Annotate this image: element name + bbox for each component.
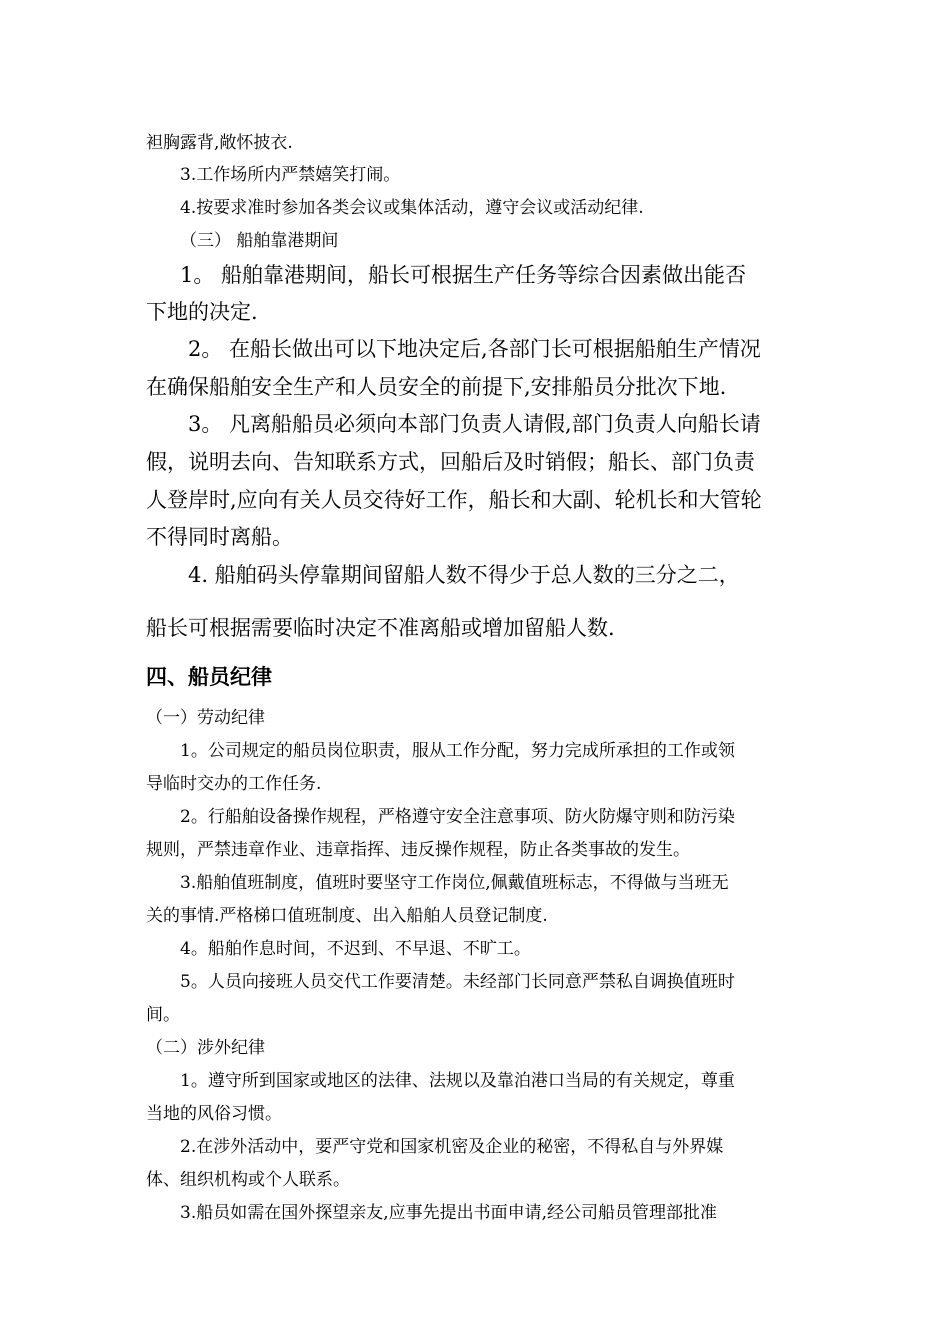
section-subheading: （二）涉外纪律 bbox=[146, 1038, 265, 1058]
text-line: 假，说明去向、告知联系方式，回船后及时销假；船长、部门负责 bbox=[146, 450, 755, 474]
text-line: 2。 在船长做出可以下地决定后,各部门长可根据船舶生产情况 bbox=[188, 337, 761, 361]
text-line: 4.按要求准时参加各类会议或集体活动，遵守会议或活动纪律. bbox=[180, 198, 644, 218]
text-line: 船长可根据需要临时决定不准离船或增加留船人数. bbox=[146, 616, 615, 640]
section-subheading: （一）劳动纪律 bbox=[146, 708, 265, 728]
text-line: 间。 bbox=[146, 1005, 180, 1025]
text-line: 袒胸露背,敞怀披衣. bbox=[146, 133, 293, 153]
text-line: 导临时交办的工作任务. bbox=[146, 774, 322, 794]
text-line: 不得同时离船。 bbox=[146, 525, 293, 549]
section-subheading: （三） 船舶靠港期间 bbox=[180, 231, 339, 251]
text-line: 当地的风俗习惯。 bbox=[146, 1104, 282, 1124]
text-line: 关的事情.严格梯口值班制度、出入船舶人员登记制度. bbox=[146, 906, 548, 926]
text-line: 2.在涉外活动中，要严守党和国家机密及企业的秘密，不得私自与外界媒 bbox=[180, 1137, 724, 1157]
text-line: 1。公司规定的船员岗位职责，服从工作分配，努力完成所承担的工作或领 bbox=[180, 741, 735, 761]
text-line: 5。人员向接班人员交代工作要清楚。未经部门长同意严禁私自调换值班时 bbox=[180, 972, 735, 992]
text-line: 下地的决定. bbox=[146, 300, 258, 324]
section-heading: 四、船员纪律 bbox=[146, 665, 272, 689]
text-line: 体、组织机构或个人联系。 bbox=[146, 1170, 350, 1190]
text-line: 规则，严禁违章作业、违章指挥、违反操作规程，防止各类事故的发生。 bbox=[146, 840, 690, 860]
text-line: 1。 船舶靠港期间，船长可根据生产任务等综合因素做出能否 bbox=[180, 263, 747, 287]
text-line: 1。遵守所到国家或地区的法律、法规以及靠泊港口当局的有关规定，尊重 bbox=[180, 1071, 735, 1091]
text-line: 3。 凡离船船员必须向本部门负责人请假,部门负责人向船长请 bbox=[188, 412, 761, 436]
text-line: 人登岸时,应向有关人员交待好工作，船长和大副、轮机长和大管轮 bbox=[146, 488, 762, 512]
text-line: 3.船舶值班制度，值班时要坚守工作岗位,佩戴值班标志，不得做与当班无 bbox=[180, 873, 729, 893]
text-line: 2。行船舶设备操作规程，严格遵守安全注意事项、防火防爆守则和防污染 bbox=[180, 807, 735, 827]
text-line: 4. 船舶码头停靠期间留船人数不得少于总人数的三分之二， bbox=[188, 563, 740, 587]
text-line: 4。船舶作息时间，不迟到、不早退、不旷工。 bbox=[180, 939, 531, 959]
text-line: 3.船员如需在国外探望亲友,应事先提出书面申请,经公司船员管理部批准 bbox=[180, 1203, 718, 1223]
text-line: 在确保船舶安全生产和人员安全的前提下,安排船员分批次下地. bbox=[146, 375, 727, 399]
text-line: 3.工作场所内严禁嬉笑打闹。 bbox=[180, 165, 401, 185]
